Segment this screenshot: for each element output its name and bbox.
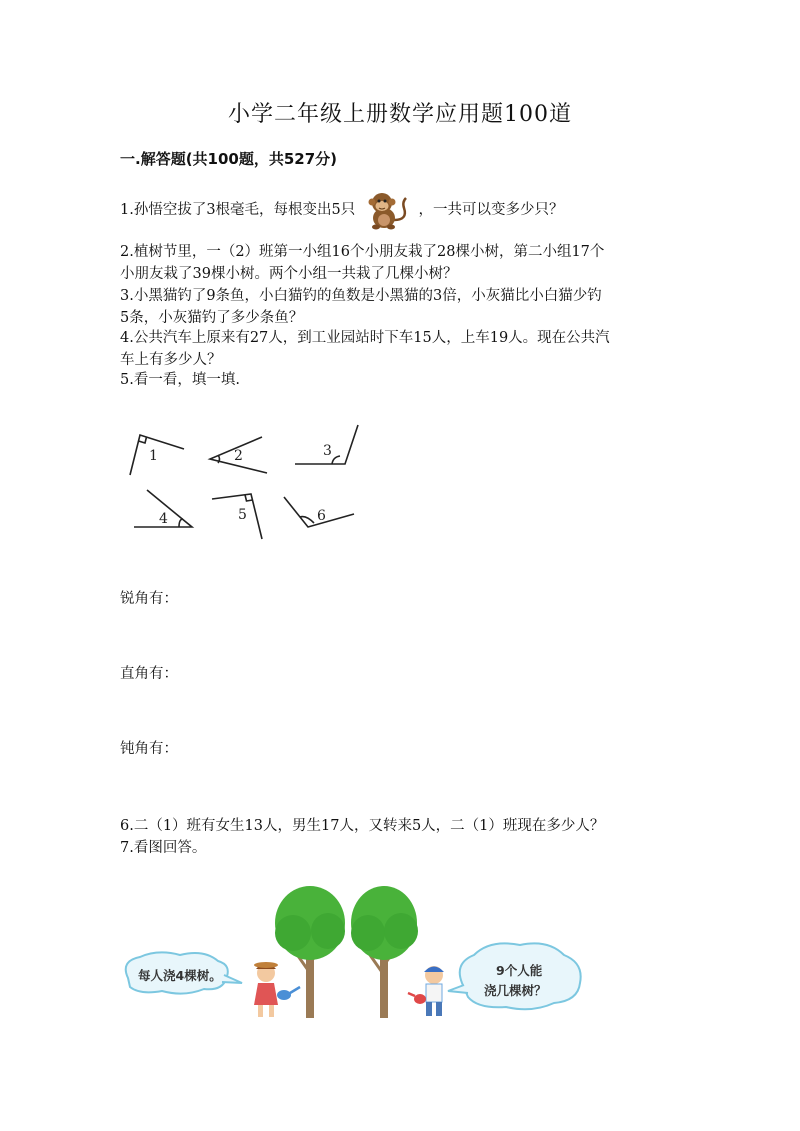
- question-4-line-2: 车上有多少人？: [120, 352, 222, 368]
- right-angles-label: 直角有：: [120, 666, 178, 682]
- tree-icon: [351, 886, 418, 1018]
- girl-with-watering-can: [254, 962, 300, 1017]
- section-heading: 一.解答题(共100题，共527分): [120, 150, 338, 168]
- question-2-line-2: 小朋友栽了39棵小树。两个小组一共栽了几棵小树？: [120, 266, 458, 282]
- angle-label-2: 2: [234, 448, 243, 464]
- speech-bubble-right-line-2: 浇几棵树？: [484, 983, 547, 998]
- speech-bubble-left: [126, 952, 242, 993]
- speech-bubble-right: [448, 943, 581, 1009]
- angle-label-3: 3: [323, 443, 332, 459]
- angle-label-6: 6: [317, 508, 326, 524]
- angle-label-1: 1: [149, 448, 158, 464]
- question-1: [120, 190, 564, 230]
- question-1-text-start: 1.孙悟空拔了3根毫毛，每根变出5只: [120, 202, 356, 218]
- question-5-text: 5.看一看，填一填.: [120, 372, 240, 388]
- tree-watering-illustration: [118, 883, 588, 1023]
- page-title: 小学二年级上册数学应用题100道: [228, 102, 572, 127]
- angles-figure: [122, 415, 372, 540]
- question-6-text: 6.二（1）班有女生13人，男生17人，又转来5人，二（1）班现在多少人？: [120, 818, 605, 834]
- speech-bubble-left-text: 每人浇4棵树。: [138, 968, 222, 983]
- question-7-text: 7.看图回答。: [120, 840, 207, 856]
- boy-with-watering-can: [408, 966, 444, 1016]
- monkey-icon: [364, 190, 410, 230]
- obtuse-angles-label: 钝角有：: [120, 741, 178, 757]
- question-3-line-2: 5条，小灰猫钓了多少条鱼？: [120, 310, 304, 326]
- question-3-line-1: 3.小黑猫钓了9条鱼，小白猫钓的鱼数是小黑猫的3倍，小灰猫比小白猫少钓: [120, 288, 602, 304]
- angle-label-5: 5: [238, 507, 247, 523]
- angle-5: [212, 494, 262, 539]
- speech-bubble-right-line-1: 9个人能: [496, 963, 543, 978]
- question-1-text-end: ，一共可以变多少只？: [418, 202, 564, 218]
- angle-label-4: 4: [159, 511, 168, 527]
- question-4-line-1: 4.公共汽车上原来有27人，到工业园站时下车15人，上车19人。现在公共汽: [120, 330, 610, 346]
- acute-angles-label: 锐角有：: [120, 591, 178, 607]
- question-2-line-1: 2.植树节里，一（2）班第一小组16个小朋友栽了28棵小树，第二小组17个: [120, 244, 605, 260]
